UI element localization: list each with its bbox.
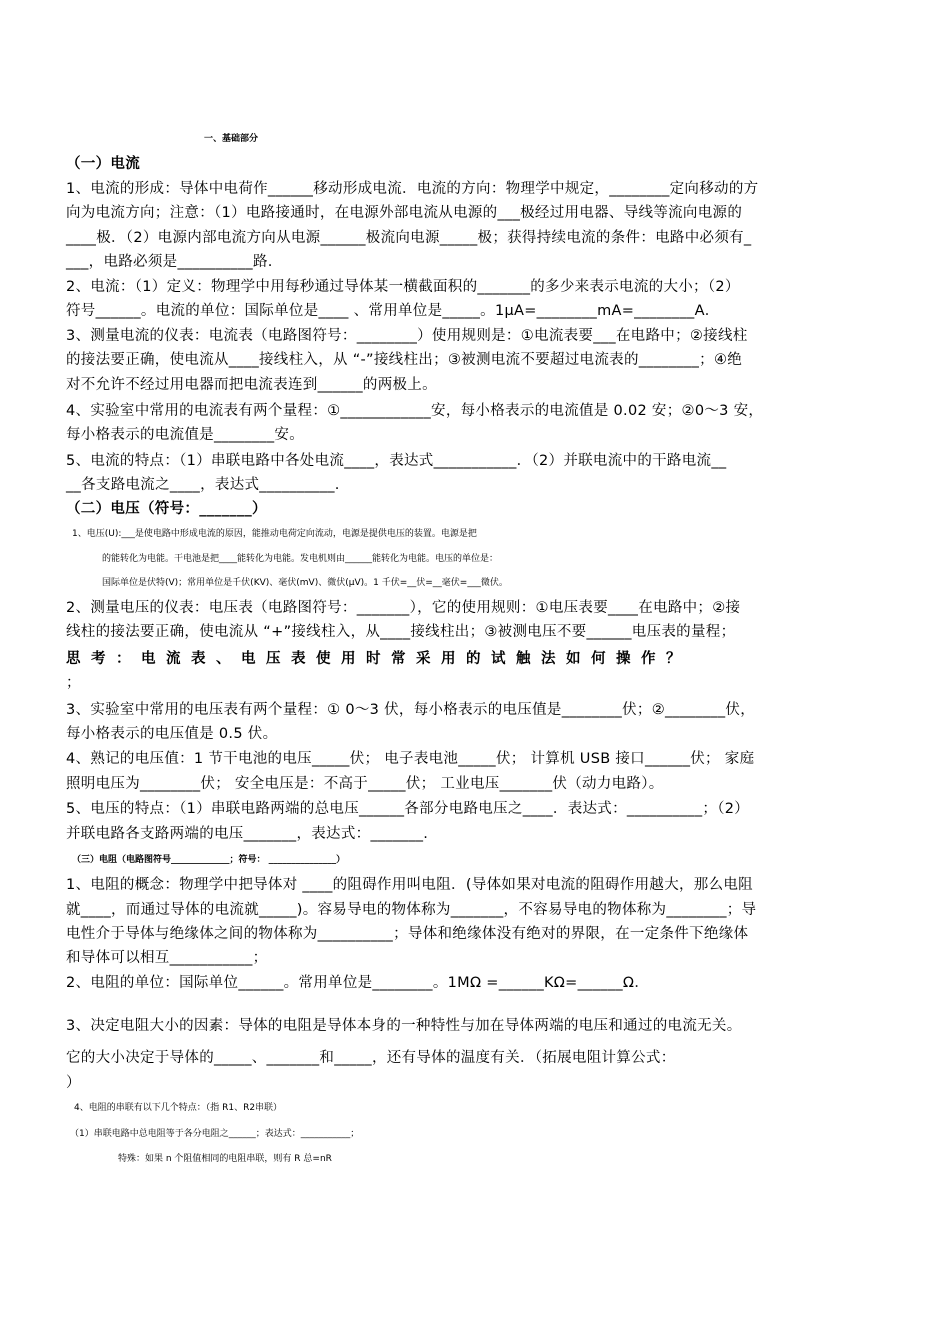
subsection-heading-resistance: （三）电阻（电路图符号_____________；符号： _______________） (72, 855, 346, 865)
text-line: 2、电流：（1）定义：物理学中用每秒通过导体某一横截面积的_______的多少来表示电流的大小；（2） (66, 279, 740, 295)
section-heading: 一、基础部分 (204, 134, 259, 144)
text-line: 国际单位是伏特(V)；常用单位是千伏(KV)、毫伏(mV)、微伏(μV)。1 千伏=__伏=__毫伏=___微伏。 (102, 578, 508, 588)
think-question: 思考：电流表、电压表使用时常采用的试触法如何操作？ (66, 651, 691, 667)
text-line: ___，电路必须是__________路. (66, 254, 273, 270)
text-line: 的接法要正确，使电流从____接线柱入，从 “-”接线柱出；③被测电流不要超过电流表的________；④绝 (66, 352, 743, 368)
text-line: 的能转化为电能。干电池是把____能转化为电能。发电机则由______能转化为电能。电压的单位是： (102, 554, 499, 564)
text-line: 3、测量电流的仪表：电流表（电路图符号：________）使用规则是：①电流表要___在电路中；②接线柱 (66, 328, 748, 344)
text-line: （1）串联电路中总电阻等于各分电阻之______；表达式：___________； (70, 1129, 360, 1139)
text-line: ____极．（2）电源内部电流方向从电源______极流向电源_____极；获得持续电流的条件：电路中必须有_ (66, 230, 752, 246)
text-line: 电性介于导体与绝缘体之间的物体称为__________；导体和绝缘体没有绝对的界限，在一定条件下绝缘体 (66, 926, 749, 942)
text-line: 2、测量电压的仪表：电压表（电路图符号：_______），它的使用规则：①电压表要____在电路中；②接 (66, 600, 741, 616)
text-line: 每小格表示的电流值是________安。 (66, 427, 304, 443)
text-line: 5、电压的特点：（1）串联电路两端的总电压______各部分电路电压之____．表达式：__________；（2） (66, 801, 750, 817)
text-line: 对不允许不经过用电器而把电流表连到______的两极上。 (66, 377, 437, 393)
text-line: 它的大小决定于导体的_____、_______和_____，还有导体的温度有关．（拓展电阻计算公式： (66, 1050, 676, 1066)
text-line: 2、电阻的单位：国际单位______。常用单位是________。1MΩ =______KΩ=______Ω． (66, 975, 650, 991)
text-line: 和导体可以相互___________； (66, 950, 268, 966)
text-line: 向为电流方向；注意：（1）电路接通时，在电源外部电流从电源的___极经过用电器、导线等流向电源的 (66, 205, 743, 221)
text-line: 4、熟记的电压值：1 节干电池的电压_____伏； 电子表电池_____伏； 计算机 USB 接口______伏； 家庭 (66, 751, 755, 767)
text-line: ； (66, 675, 81, 691)
text-line: 就____，而通过导体的电流就_____)。容易导电的物体称为_______，不容易导电的物体称为________；导 (66, 902, 757, 918)
text-line: 4、电阻的串联有以下几个特点：（指 R1、R2串联） (74, 1103, 283, 1113)
text-line: 线柱的接法要正确，使电流从 “+”接线柱入，从____接线柱出；③被测电压不要______电压表的量程； (66, 624, 736, 640)
text-line: 并联电路各支路两端的电压_______，表达式：_______. (66, 826, 429, 842)
subsection-heading-voltage: （二）电压（符号：_______） (66, 501, 267, 517)
text-line: 4、实验室中常用的电流表有两个量程：①____________安，每小格表示的电流值是 0.02 安；②0～3 安， (66, 403, 764, 419)
text-line: 3、决定电阻大小的因素：导体的电阻是导体本身的一种特性与加在导体两端的电压和通过的电流无关。 (66, 1018, 742, 1034)
text-line: 5、电流的特点：（1）串联电路中各处电流____，表达式___________．（2）并联电流中的干路电流__ (66, 453, 727, 469)
text-line: 每小格表示的电压值是 0.5 伏。 (66, 726, 278, 742)
text-line: 3、实验室中常用的电压表有两个量程：① 0～3 伏，每小格表示的电压值是________伏；②________伏， (66, 702, 755, 718)
text-line: 照明电压为________伏； 安全电压是：不高于_____伏； 工业电压_______伏（动力电路）。 (66, 776, 664, 792)
text-line: 1、电压(U):___是使电路中形成电流的原因，能推动电荷定向流动，电源是提供电压的装置。电源是把 (72, 529, 477, 539)
text-line: 1、电流的形成：导体中电荷作______移动形成电流．电流的方向：物理学中规定，________定向移动的方 (66, 181, 759, 197)
text-line: ） (66, 1075, 81, 1091)
text-line: __各支路电流之____，表达式__________. (66, 477, 340, 493)
text-line: 1、电阻的概念：物理学中把导体对 ____的阻碍作用叫电阻．(导体如果对电流的阻碍作用越大，那么电阻 (66, 877, 753, 893)
subsection-heading-current: （一）电流 (66, 156, 140, 172)
text-line: 特殊：如果 n 个阻值相同的电阻串联，则有 R 总=nR (118, 1154, 332, 1164)
text-line: 符号______。电流的单位：国际单位是____ 、常用单位是_____。1μA=________mA=________A． (66, 303, 720, 319)
